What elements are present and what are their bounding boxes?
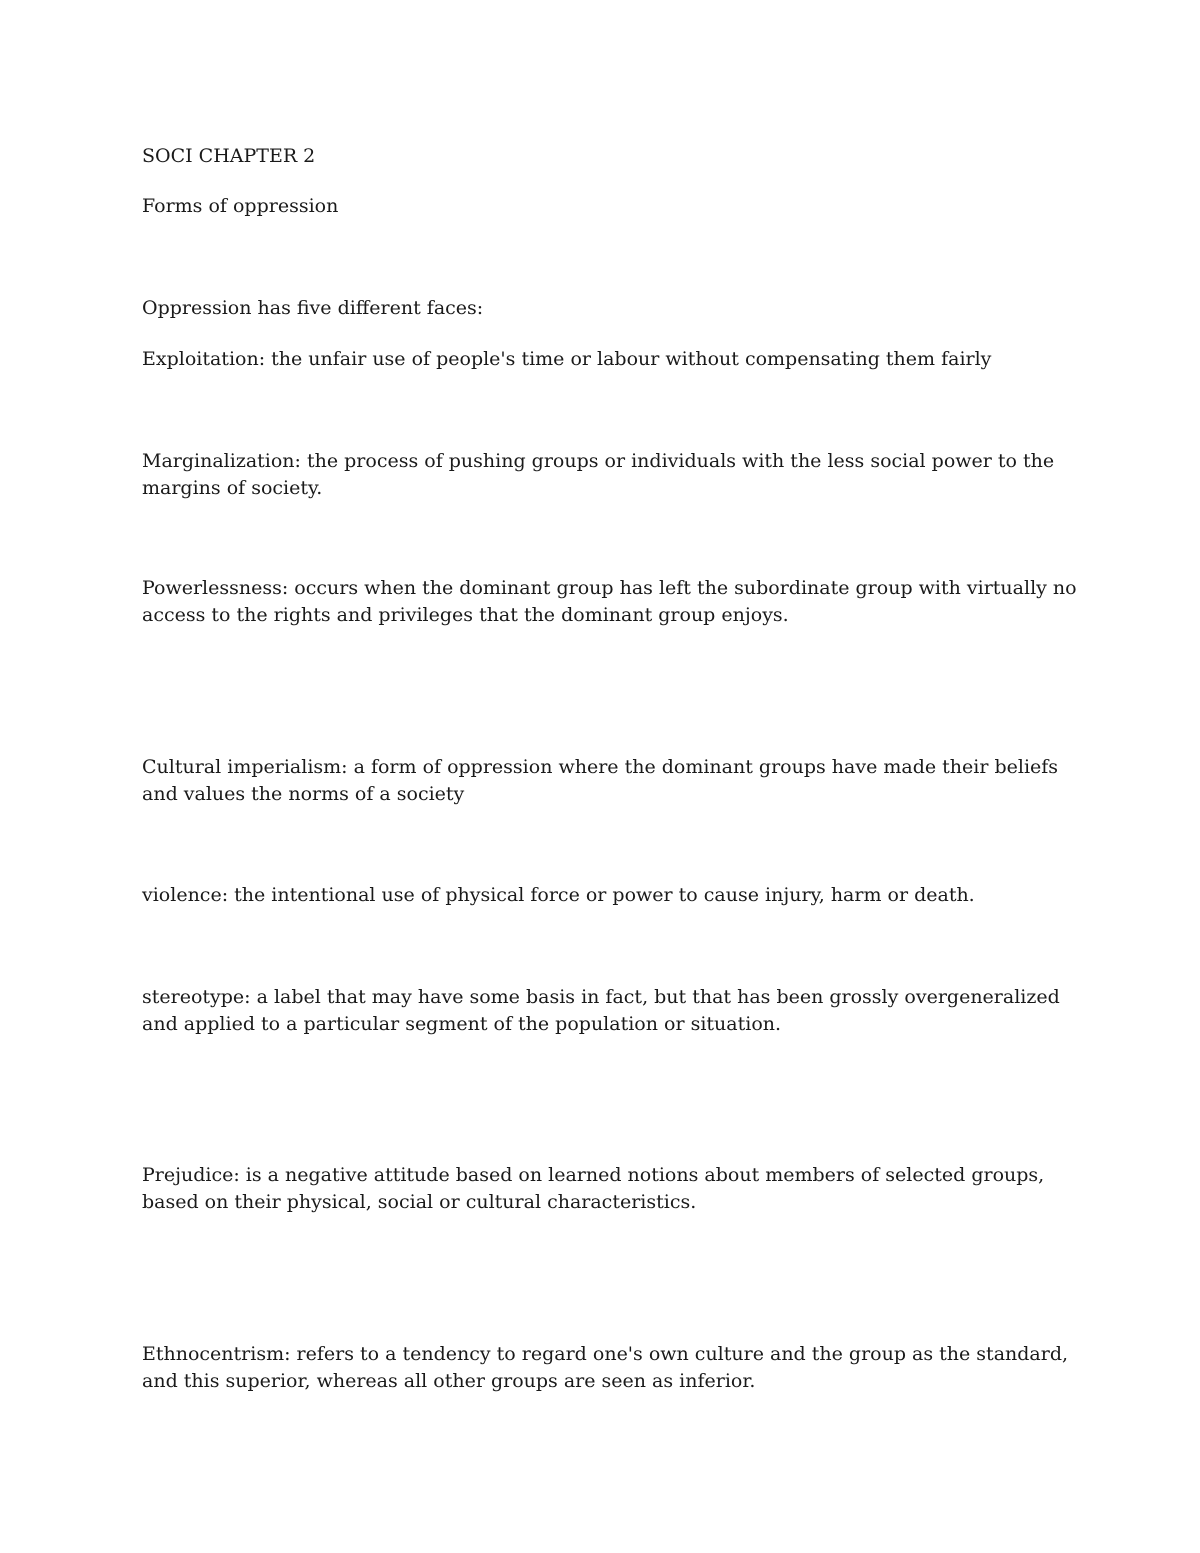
definition-line: Powerlessness: occurs when the dominant group has left the subordinate group with virtually no [142, 577, 1077, 599]
cultural-imperialism-definition [142, 754, 1062, 808]
stereotype-definition [142, 984, 1062, 1038]
definition-line: and applied to a particular segment of the population or situation. [142, 1013, 782, 1035]
definition-line: Prejudice: is a negative attitude based on learned notions about members of selected groups, [142, 1164, 1045, 1186]
violence-definition: violence: the intentional use of physical force or power to cause injury, harm or death. [142, 884, 975, 906]
definition-line: Ethnocentrism: refers to a tendency to regard one's own culture and the group as the standard, [142, 1343, 1069, 1365]
exploitation-definition: Exploitation: the unfair use of people's time or labour without compensating them fairly [142, 348, 992, 370]
intro-text: Oppression has five different faces: [142, 297, 484, 319]
definition-line: stereotype: a label that may have some basis in fact, but that has been grossly overgeneralized [142, 986, 1060, 1008]
definition-line: margins of society. [142, 477, 323, 499]
definition-line: and this superior, whereas all other groups are seen as inferior. [142, 1370, 756, 1392]
ethnocentrism-definition [142, 1341, 1069, 1395]
definition-line: access to the rights and privileges that the dominant group enjoys. [142, 604, 789, 626]
marginalization-definition [142, 448, 1062, 502]
definition-line: and values the norms of a society [142, 783, 465, 805]
page-title: SOCI CHAPTER 2 [142, 145, 316, 167]
section-heading: Forms of oppression [142, 195, 339, 217]
powerlessness-definition [142, 575, 1077, 629]
prejudice-definition [142, 1162, 1062, 1216]
definition-line: Cultural imperialism: a form of oppression where the dominant groups have made their beliefs [142, 756, 1059, 778]
definition-line: based on their physical, social or cultural characteristics. [142, 1191, 697, 1213]
definition-line: Marginalization: the process of pushing groups or individuals with the less social power to the [142, 450, 1055, 472]
